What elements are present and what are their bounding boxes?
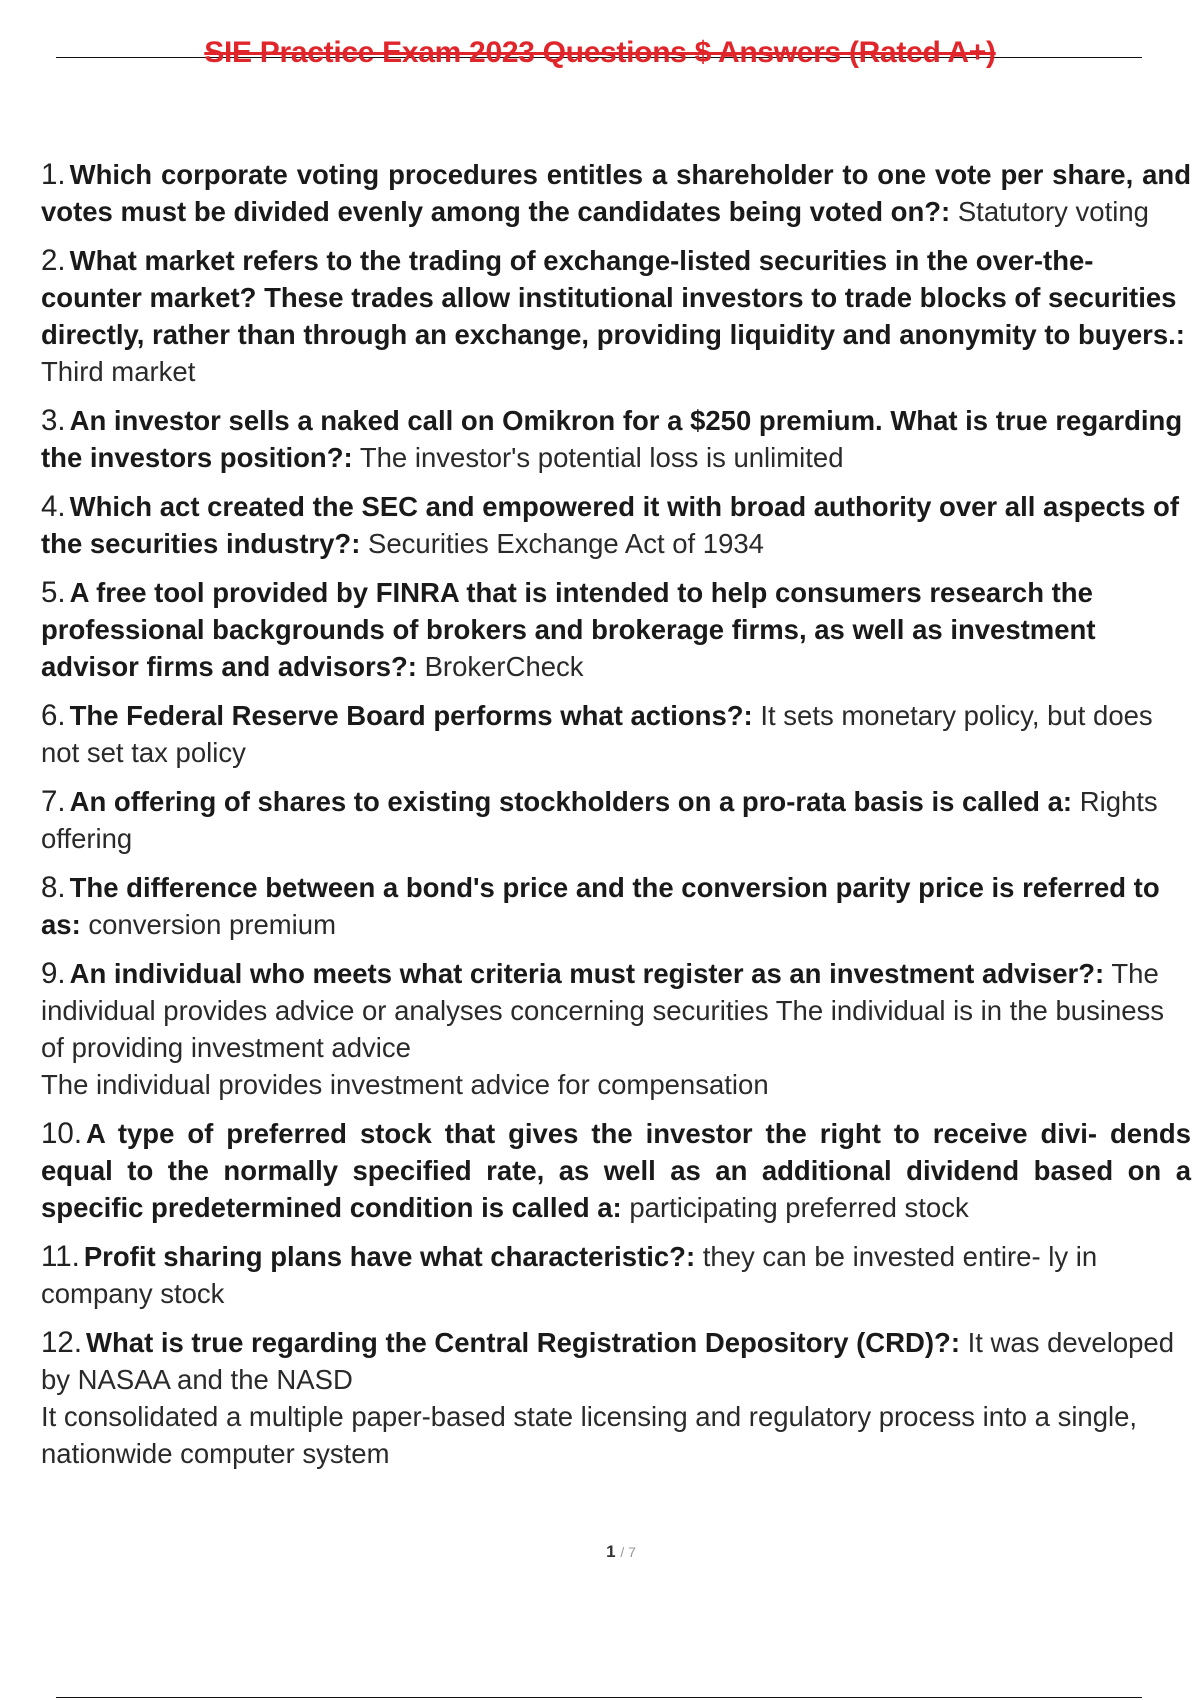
question-item-3 <box>41 402 1191 476</box>
answer-text: Third market <box>41 356 196 387</box>
answer-text: conversion premium <box>88 909 336 940</box>
question-item-11 <box>41 1238 1191 1312</box>
question-text: A type of preferred stock that gives the investor the right to receive divi- dends equal to the normally specified rate, as well as an additional dividend based on a specific predetermined condition is called a: <box>41 1118 1191 1223</box>
answer-extra-line: It consolidated a multiple paper-based state licensing and regulatory process into a single, nationwide computer system <box>41 1401 1138 1469</box>
question-text: The difference between a bond's price and the conversion parity price is referred to as: <box>41 872 1160 940</box>
question-item-4 <box>41 488 1191 562</box>
question-number: 8. <box>41 871 66 904</box>
answer-text: Statutory voting <box>957 196 1149 227</box>
question-item-12 <box>41 1324 1191 1472</box>
question-text: Which act created the SEC and empowered it with broad authority over all aspects of the securities industry?: <box>41 491 1180 559</box>
question-item-9 <box>41 955 1191 1103</box>
question-number: 2. <box>41 244 66 277</box>
question-number: 6. <box>41 699 66 732</box>
question-item-5 <box>41 574 1191 685</box>
question-item-7 <box>41 783 1191 857</box>
answer-text: It was developed by NASAA and the NASD <box>41 1327 1175 1395</box>
question-text: The Federal Reserve Board performs what actions?: <box>69 700 753 731</box>
question-number: 5. <box>41 576 66 609</box>
question-text: Which corporate voting procedures entitles a shareholder to one vote per share, and votes must be divided evenly among the candidates being voted on?: <box>41 159 1191 227</box>
question-number: 10. <box>41 1117 83 1150</box>
question-text: What is true regarding the Central Registration Depository (CRD)?: <box>86 1327 960 1358</box>
answer-text: It sets monetary policy, but does not set tax policy <box>41 700 1153 768</box>
question-number: 4. <box>41 490 66 523</box>
question-text: An investor sells a naked call on Omikron for a $250 premium. What is true regarding the investors position?: <box>41 405 1183 473</box>
question-item-2 <box>41 242 1191 390</box>
footer-rule <box>56 1697 1142 1698</box>
page-indicator <box>0 1542 1200 1562</box>
question-text: Profit sharing plans have what characteristic?: <box>83 1241 696 1272</box>
document-title: SIE Practice Exam 2023 Questions $ Answers (Rated A+) <box>204 36 996 69</box>
answer-text: The individual provides advice or analyses concerning securities The individual is in the business of providing investment advice <box>41 958 1165 1063</box>
question-item-1 <box>41 156 1191 230</box>
total-pages: / 7 <box>620 1544 636 1560</box>
question-number: 11. <box>41 1240 80 1273</box>
answer-text: participating preferred stock <box>629 1192 969 1223</box>
question-number: 9. <box>41 957 66 990</box>
answer-text: they can be invested entire- ly in company stock <box>41 1241 1098 1309</box>
question-number: 1. <box>41 158 66 191</box>
answer-text: Securities Exchange Act of 1934 <box>368 528 764 559</box>
question-list <box>41 156 1191 1484</box>
question-item-8 <box>41 869 1191 943</box>
question-text: What market refers to the trading of exchange-listed securities in the over-the-counter market? These trades allow institutional investors to trade blocks of securities directly, rather than through an exchange, providing liquidity and anonymity to buyers.: <box>41 245 1185 350</box>
question-text: An individual who meets what criteria must register as an investment adviser?: <box>69 958 1105 989</box>
answer-text: The investor's potential loss is unlimited <box>359 442 844 473</box>
question-item-6 <box>41 697 1191 771</box>
question-number: 12. <box>41 1326 83 1359</box>
question-text: An offering of shares to existing stockholders on a pro-rata basis is called a: <box>69 786 1073 817</box>
answer-text: BrokerCheck <box>424 651 584 682</box>
question-number: 3. <box>41 404 66 437</box>
question-item-10 <box>41 1115 1191 1226</box>
question-number: 7. <box>41 785 66 818</box>
answer-text: Rights offering <box>41 786 1158 854</box>
question-text: A free tool provided by FINRA that is intended to help consumers research the professional backgrounds of brokers and brokerage firms, as well as investment advisor firms and advisors?: <box>41 577 1096 682</box>
current-page: 1 <box>606 1542 616 1561</box>
answer-extra-line: The individual provides investment advice for compensation <box>41 1069 769 1100</box>
